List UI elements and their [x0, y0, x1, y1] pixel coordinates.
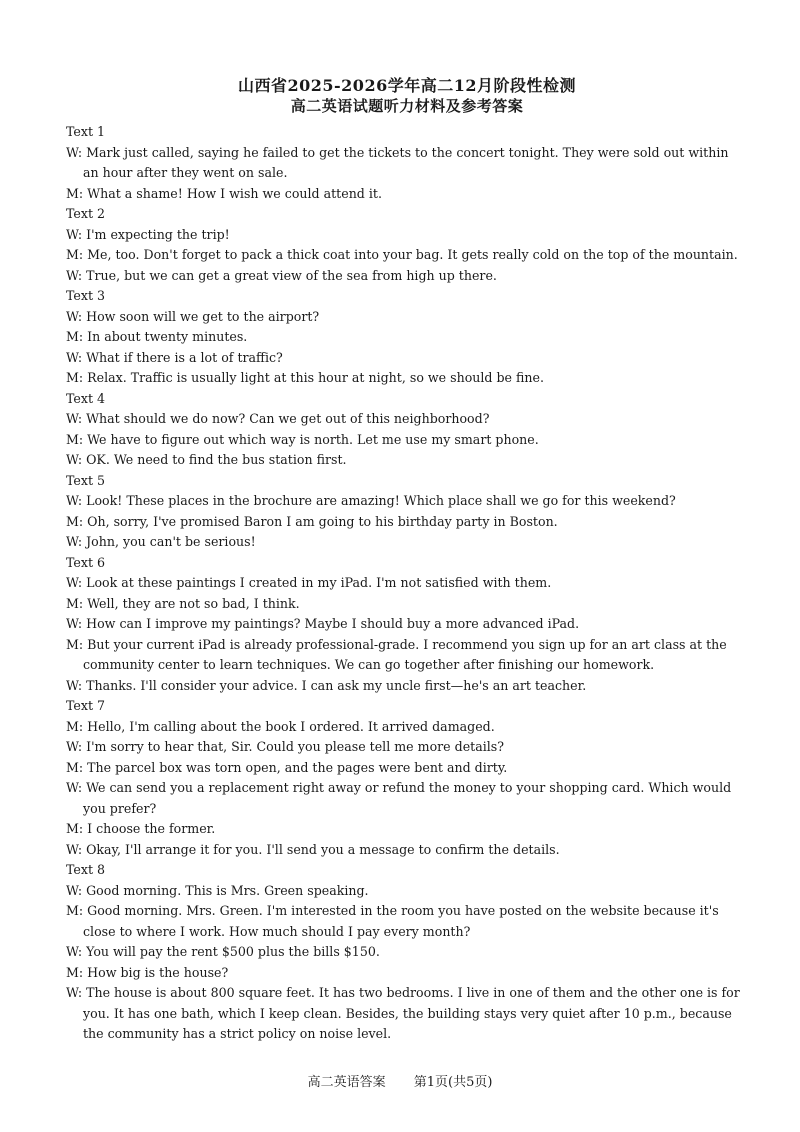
text-heading: Text 6: [66, 554, 106, 570]
dialogue-line: M: Hello, I'm calling about the book I ordered. It arrived damaged.: [66, 718, 495, 734]
text-heading: Text 7: [66, 698, 106, 713]
text-heading: Text 2: [66, 206, 106, 221]
text-section: [66, 389, 748, 471]
text-section: [66, 204, 748, 286]
text-heading: Text 5: [66, 472, 106, 488]
dialogue-line: M: Well, they are not so bad, I think.: [66, 595, 300, 611]
dialogue-line: W: The house is about 800 square feet. It has two bedrooms. I live in one of them and the other one is for you. It has one bath, which I keep clean. Besides, the building stays very quiet after 10 p.m., because the community has a strict policy on noise level.: [66, 985, 740, 1041]
text-section: [66, 286, 748, 389]
dialogue-line: M: Relax. Traffic is usually light at this hour at night, so we should be fine.: [66, 370, 544, 385]
dialogue-line: M: What a shame! How I wish we could attend it.: [66, 185, 382, 201]
dialogue-line: W: Good morning. This is Mrs. Green speaking.: [66, 882, 369, 898]
dialogue-line: W: Okay, I'll arrange it for you. I'll send you a message to confirm the details.: [66, 841, 560, 857]
dialogue-line: W: What if there is a lot of traffic?: [66, 349, 283, 365]
dialogue-line: W: Look at these paintings I created in my iPad. I'm not satisfied with them.: [66, 575, 552, 590]
transcript-content: [66, 122, 748, 1045]
dialogue-line: M: Me, too. Don't forget to pack a thick coat into your bag. It gets really cold on the top of the mountain.: [66, 247, 738, 262]
text-section: [66, 553, 748, 697]
footer-page-number: 第1页(共5页): [413, 1075, 493, 1090]
dialogue-line: W: OK. We need to find the bus station first.: [66, 452, 347, 467]
footer-doc-name: 高二英语答案: [307, 1075, 386, 1090]
text-section: [66, 696, 748, 860]
dialogue-line: W: True, but we can get a great view of the sea from high up there.: [66, 267, 497, 283]
text-section: [66, 860, 748, 1045]
text-section: [66, 471, 748, 553]
dialogue-line: W: Mark just called, saying he failed to get the tickets to the concert tonight. They were sold out within an hour after they went on sale.: [66, 144, 729, 180]
page-footer: [0, 1071, 800, 1090]
text-heading: Text 8: [66, 862, 106, 877]
document-title: 山西省2025-2026学年高二12月阶段性检测: [238, 76, 576, 95]
dialogue-line: W: John, you can't be serious!: [66, 534, 256, 549]
dialogue-line: M: But your current iPad is already professional-grade. I recommend you sign up for an art class at the community center to learn techniques. We can go together after finishing our homework.: [66, 636, 727, 672]
dialogue-line: W: What should we do now? Can we get out of this neighborhood?: [66, 411, 490, 426]
dialogue-line: M: Good morning. Mrs. Green. I'm interested in the room you have posted on the website because it's close to where I work. How much should I pay every month?: [66, 903, 719, 939]
dialogue-line: M: In about twenty minutes.: [66, 329, 248, 344]
text-heading: Text 4: [66, 390, 106, 406]
dialogue-line: M: How big is the house?: [66, 964, 229, 980]
dialogue-line: W: I'm expecting the trip!: [66, 226, 230, 242]
dialogue-line: W: We can send you a replacement right away or refund the money to your shopping card. Which would you prefer?: [66, 780, 732, 816]
dialogue-line: M: The parcel box was torn open, and the pages were bent and dirty.: [66, 759, 508, 775]
dialogue-line: W: How soon will we get to the airport?: [66, 308, 320, 324]
dialogue-line: M: Oh, sorry, I've promised Baron I am going to his birthday party in Boston.: [66, 513, 558, 529]
text-heading: Text 1: [66, 124, 106, 139]
dialogue-line: W: Look! These places in the brochure are amazing! Which place shall we go for this weekend?: [66, 493, 676, 508]
dialogue-line: W: Thanks. I'll consider your advice. I can ask my uncle first—he's an art teacher.: [66, 677, 587, 693]
document-subtitle: 高二英语试题听力材料及参考答案: [290, 97, 524, 115]
text-heading: Text 3: [66, 288, 106, 303]
dialogue-line: M: I choose the former.: [66, 821, 216, 836]
dialogue-line: M: We have to figure out which way is north. Let me use my smart phone.: [66, 431, 539, 447]
dialogue-line: W: I'm sorry to hear that, Sir. Could you please tell me more details?: [66, 739, 504, 754]
text-section: [66, 122, 748, 204]
dialogue-line: W: You will pay the rent $500 plus the bills $150.: [66, 944, 380, 959]
dialogue-line: W: How can I improve my paintings? Maybe I should buy a more advanced iPad.: [66, 616, 580, 631]
